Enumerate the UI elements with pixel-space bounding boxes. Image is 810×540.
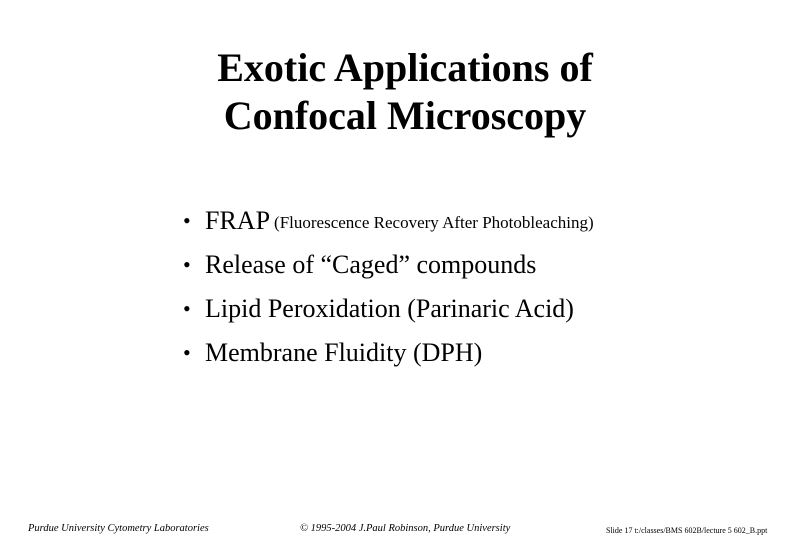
bullet-icon: •: [183, 252, 191, 277]
slide-title: [0, 44, 810, 140]
bullet-subtext: (Fluorescence Recovery After Photobleaching): [274, 213, 594, 232]
bullet-list: [183, 204, 594, 380]
bullet-item-lipid-peroxidation: [183, 292, 594, 336]
bullet-icon: •: [183, 296, 191, 321]
bullet-text: Lipid Peroxidation (Parinaric Acid): [205, 294, 574, 323]
title-line-1: Exotic Applications of: [217, 45, 593, 90]
bullet-text: Release of “Caged” compounds: [205, 250, 537, 279]
bullet-item-caged-compounds: [183, 248, 594, 292]
footer-copyright: © 1995-2004 J.Paul Robinson, Purdue University: [300, 523, 511, 534]
footer-lab-name: Purdue University Cytometry Laboratories: [28, 523, 209, 534]
bullet-icon: •: [183, 340, 191, 365]
bullet-item-frap: [183, 204, 594, 248]
bullet-text: FRAP: [205, 206, 271, 235]
bullet-text: Membrane Fluidity (DPH): [205, 338, 483, 367]
bullet-icon: •: [183, 208, 191, 233]
footer-slide-info: Slide 17 t:/classes/BMS 602B/lecture 5 602_B.ppt: [606, 526, 768, 535]
bullet-item-membrane-fluidity: [183, 336, 594, 380]
title-line-2: Confocal Microscopy: [223, 93, 587, 138]
